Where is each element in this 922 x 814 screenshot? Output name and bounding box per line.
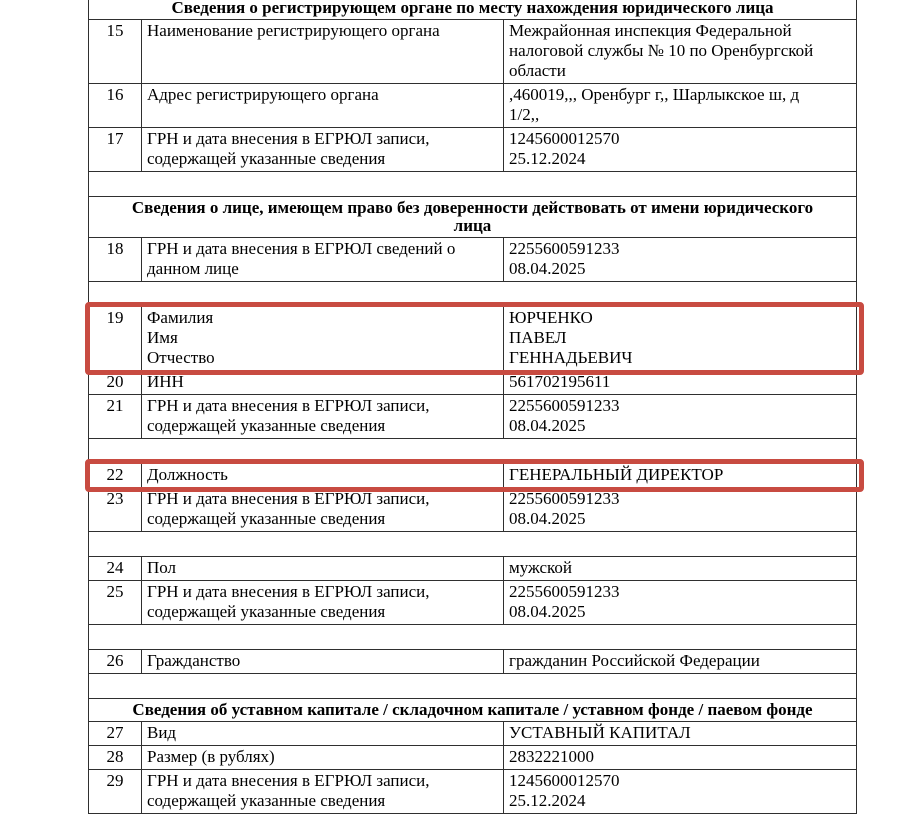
- label-cell: [142, 722, 504, 745]
- value-line: 08.04.2025: [509, 259, 586, 278]
- table-spacer-row: [88, 281, 857, 307]
- table-row-21: [88, 394, 857, 439]
- label-cell: [142, 84, 504, 127]
- value-line: налоговой службы № 10 по Оренбургской: [509, 41, 814, 60]
- value-line: 2255600591233: [509, 239, 620, 258]
- label-line: содержащей указанные сведения: [147, 149, 386, 168]
- value-line: 2255600591233: [509, 489, 620, 508]
- value-cell: [504, 650, 856, 673]
- table-row-19: [88, 306, 857, 371]
- row-number-cell: 27: [89, 722, 142, 745]
- row-number-cell: 26: [89, 650, 142, 673]
- label-cell: [142, 238, 504, 281]
- label-line: Должность: [147, 465, 228, 484]
- value-line: ЮРЧЕНКО: [509, 308, 593, 327]
- label-line: содержащей указанные сведения: [147, 602, 386, 621]
- value-cell: [504, 307, 856, 370]
- label-cell: [142, 650, 504, 673]
- table-row-24: [88, 556, 857, 581]
- value-cell: [504, 464, 856, 487]
- value-line: ГЕННАДЬЕВИЧ: [509, 348, 633, 367]
- row-number-cell: 17: [89, 128, 142, 171]
- value-cell: [504, 238, 856, 281]
- value-line: 08.04.2025: [509, 602, 586, 621]
- value-cell: [504, 371, 856, 394]
- table-spacer-row: [88, 531, 857, 557]
- table-row-28: [88, 745, 857, 770]
- value-line: 08.04.2025: [509, 509, 586, 528]
- label-cell: [142, 557, 504, 580]
- row-number-cell: 16: [89, 84, 142, 127]
- row-number-cell: 24: [89, 557, 142, 580]
- value-line: 2255600591233: [509, 396, 620, 415]
- table-spacer-row: [88, 673, 857, 699]
- value-line: 2255600591233: [509, 582, 620, 601]
- label-line: Пол: [147, 558, 177, 577]
- value-cell: [504, 84, 856, 127]
- value-cell: [504, 581, 856, 624]
- row-number-cell: 28: [89, 746, 142, 769]
- label-cell: [142, 488, 504, 531]
- value-line: ГЕНЕРАЛЬНЫЙ ДИРЕКТОР: [509, 465, 724, 484]
- value-cell: [504, 746, 856, 769]
- value-line: 08.04.2025: [509, 416, 586, 435]
- table-row-17: [88, 127, 857, 172]
- table-row-16: [88, 83, 857, 128]
- label-line: Имя: [147, 328, 178, 347]
- egrul-table: [88, 0, 857, 814]
- row-number-cell: 19: [89, 307, 142, 370]
- value-line: УСТАВНЫЙ КАПИТАЛ: [509, 723, 691, 742]
- row-number-cell: 18: [89, 238, 142, 281]
- label-line: ИНН: [147, 372, 184, 391]
- label-cell: [142, 395, 504, 438]
- section-header-line: Сведения об уставном капитале / складочном капитале / уставном фонде / паевом фонде: [132, 700, 813, 719]
- value-line: области: [509, 61, 566, 80]
- label-line: ГРН и дата внесения в ЕГРЮЛ записи,: [147, 582, 430, 601]
- row-number-cell: 23: [89, 488, 142, 531]
- value-line: Межрайонная инспекция Федеральной: [509, 21, 792, 40]
- table-row-15: [88, 19, 857, 84]
- row-number-cell: 20: [89, 371, 142, 394]
- label-line: Фамилия: [147, 308, 214, 327]
- row-number-cell: 21: [89, 395, 142, 438]
- label-line: содержащей указанные сведения: [147, 791, 386, 810]
- registering-authority-header: [88, 0, 857, 20]
- value-cell: [504, 395, 856, 438]
- table-row-22: [88, 463, 857, 488]
- value-line: 1/2,,: [509, 105, 540, 124]
- label-line: содержащей указанные сведения: [147, 416, 386, 435]
- value-line: 25.12.2024: [509, 149, 586, 168]
- label-cell: [142, 746, 504, 769]
- row-number-cell: 25: [89, 581, 142, 624]
- label-line: содержащей указанные сведения: [147, 509, 386, 528]
- label-line: ГРН и дата внесения в ЕГРЮЛ записи,: [147, 489, 430, 508]
- section-header-line: Сведения о лице, имеющем право без доверенности действовать от имени юридического: [131, 198, 814, 217]
- label-line: Отчество: [147, 348, 215, 367]
- row-number-cell: 29: [89, 770, 142, 813]
- label-line: ГРН и дата внесения в ЕГРЮЛ сведений о: [147, 239, 456, 258]
- label-line: Наименование регистрирующего органа: [147, 21, 440, 40]
- label-line: ГРН и дата внесения в ЕГРЮЛ записи,: [147, 129, 430, 148]
- table-spacer-row: [88, 624, 857, 650]
- value-line: ,460019,,, Оренбург г,, Шарлыкское ш, д: [509, 85, 800, 104]
- row-number-cell: 22: [89, 464, 142, 487]
- label-cell: [142, 464, 504, 487]
- value-cell: [504, 770, 856, 813]
- label-line: Размер (в рублях): [147, 747, 275, 766]
- label-cell: [142, 371, 504, 394]
- value-cell: [504, 128, 856, 171]
- label-cell: [142, 770, 504, 813]
- charter-capital-header: [88, 698, 857, 722]
- table-row-23: [88, 487, 857, 532]
- section-header-line: Сведения о регистрирующем органе по месту нахождения юридического лица: [171, 0, 774, 17]
- label-line: ГРН и дата внесения в ЕГРЮЛ записи,: [147, 396, 430, 415]
- value-line: ПАВЕЛ: [509, 328, 567, 347]
- value-line: 561702195611: [509, 372, 611, 391]
- label-line: ГРН и дата внесения в ЕГРЮЛ записи,: [147, 771, 430, 790]
- table-row-29: [88, 769, 857, 814]
- row-number-cell: 15: [89, 20, 142, 83]
- label-cell: [142, 581, 504, 624]
- table-row-26: [88, 649, 857, 674]
- value-cell: [504, 488, 856, 531]
- label-cell: [142, 307, 504, 370]
- value-line: 1245600012570: [509, 771, 620, 790]
- value-cell: [504, 722, 856, 745]
- label-line: Гражданство: [147, 651, 241, 670]
- value-line: 2832221000: [509, 747, 594, 766]
- value-line: гражданин Российской Федерации: [509, 651, 760, 670]
- value-cell: [504, 557, 856, 580]
- section-header-line: лица: [453, 216, 492, 235]
- table-row-25: [88, 580, 857, 625]
- label-line: данном лице: [147, 259, 239, 278]
- table-row-27: [88, 721, 857, 746]
- authorized-person-header: [88, 196, 857, 238]
- value-cell: [504, 20, 856, 83]
- label-line: Вид: [147, 723, 177, 742]
- label-cell: [142, 128, 504, 171]
- value-line: 1245600012570: [509, 129, 620, 148]
- label-cell: [142, 20, 504, 83]
- label-line: Адрес регистрирующего органа: [147, 85, 379, 104]
- table-spacer-row: [88, 438, 857, 464]
- value-line: 25.12.2024: [509, 791, 586, 810]
- table-row-18: [88, 237, 857, 282]
- table-row-20: [88, 370, 857, 395]
- value-line: мужской: [509, 558, 573, 577]
- table-spacer-row: [88, 171, 857, 197]
